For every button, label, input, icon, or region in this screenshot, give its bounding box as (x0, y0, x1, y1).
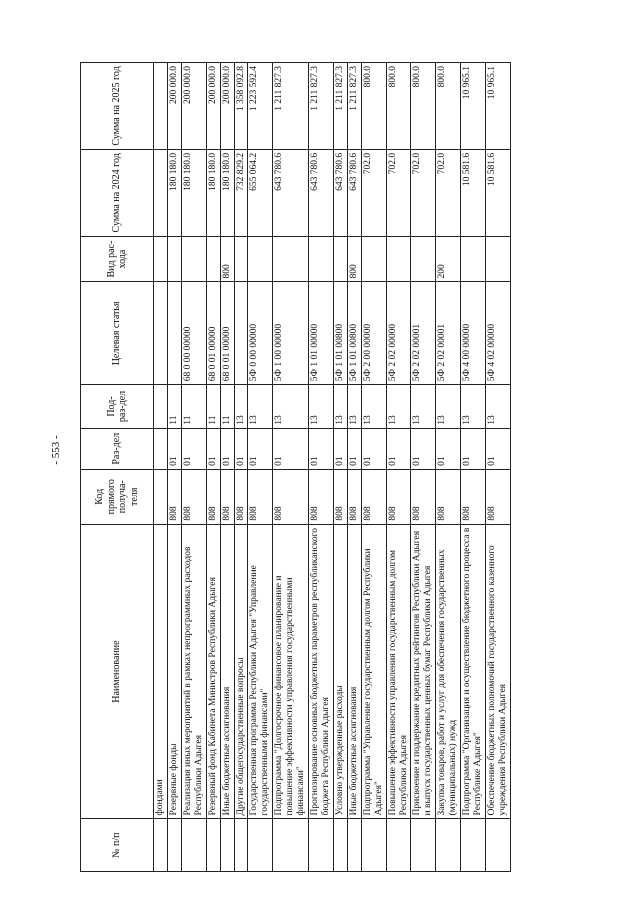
table-cell: Другие общегосударственные вопросы (234, 524, 248, 819)
table-cell (411, 236, 436, 282)
table-cell: 180 180.0 (167, 149, 181, 236)
table-cell: Повышение эффективности управления государственным долгом Республики Адыгея (386, 524, 411, 819)
table-cell: Иные бюджетные ассигнования (347, 524, 361, 819)
table-cell: 11 (206, 385, 220, 428)
table-row (220, 63, 234, 872)
table-cell: 808 (234, 469, 248, 524)
table-cell: 01 (273, 428, 309, 469)
table-row (461, 63, 486, 872)
table-cell: 13 (248, 385, 273, 428)
table-cell: Закупка товаров, работ и услуг для обеспечения государственных (муниципальных) нужд (436, 524, 461, 819)
table-header-row (81, 63, 154, 872)
table-cell: Подпрограмма "Долгосрочное финансовое планирование и повышение эффективности управления государственными финансами" (273, 524, 309, 819)
table-cell (206, 236, 220, 282)
table-cell: 643 780.6 (347, 149, 361, 236)
table-cell: Присвоение и поддержание кредитных рейтингов Республики Адыгея и выпуск государственных ценных бумаг Республики Адыгея (411, 524, 436, 819)
table-cell: 800.0 (436, 63, 461, 150)
table-cell: 5Ф 0 00 00000 (248, 282, 273, 385)
table-row (309, 63, 334, 872)
table-cell: 13 (361, 385, 386, 428)
table-cell: 01 (361, 428, 386, 469)
table-cell (234, 236, 248, 282)
table-cell: 5Ф 2 02 00001 (436, 282, 461, 385)
column-header: Сумма на 2025 год (81, 63, 154, 150)
table-cell: 200 000.0 (167, 63, 181, 150)
table-cell: 01 (248, 428, 273, 469)
table-cell (234, 282, 248, 385)
table-row (361, 63, 386, 872)
table-cell: Прогнозирование основных бюджетных параметров республиканского бюджета Республики Адыгея (309, 524, 334, 819)
table-cell (361, 236, 386, 282)
table-cell: 13 (273, 385, 309, 428)
table-cell (154, 236, 168, 282)
table-cell: 01 (309, 428, 334, 469)
table-cell: 702.0 (436, 149, 461, 236)
table-cell: 68 0 01 00000 (220, 282, 234, 385)
table-cell (154, 819, 168, 872)
table-cell (248, 236, 273, 282)
table-cell: 808 (220, 469, 234, 524)
table-cell: 01 (386, 428, 411, 469)
table-cell: Подпрограмма "Организация и осуществление бюджетного процесса в Республике Адыгея" (461, 524, 486, 819)
table-cell: фондами (154, 524, 168, 819)
table-cell: 732 829.2 (234, 149, 248, 236)
table-cell: 13 (436, 385, 461, 428)
table-cell: 800.0 (361, 63, 386, 150)
table-cell: 643 780.6 (333, 149, 347, 236)
table-cell: 13 (386, 385, 411, 428)
table-cell: 800.0 (386, 63, 411, 150)
column-header: Целевая статья (81, 282, 154, 385)
table-cell: 5Ф 1 00 00000 (273, 282, 309, 385)
table-row (181, 63, 206, 872)
table-cell (167, 819, 181, 872)
table-cell: 01 (436, 428, 461, 469)
table-cell: 01 (220, 428, 234, 469)
table-cell: 01 (206, 428, 220, 469)
table-cell: 655 064.2 (248, 149, 273, 236)
table-row (273, 63, 309, 872)
table-cell: 808 (248, 469, 273, 524)
table-cell: 01 (234, 428, 248, 469)
table-cell (181, 236, 206, 282)
table-cell: 1 211 827.3 (309, 63, 334, 150)
table-cell: 808 (411, 469, 436, 524)
table-cell (361, 819, 386, 872)
table-cell: Резервные фонды (167, 524, 181, 819)
table-cell: Резервный фонд Кабинета Министров Республики Адыгея (206, 524, 220, 819)
table-row (386, 63, 411, 872)
table-cell: 5Ф 2 02 00000 (386, 282, 411, 385)
table-cell (234, 819, 248, 872)
table-row (333, 63, 347, 872)
table-cell: 13 (333, 385, 347, 428)
column-header: Раз-дел (81, 428, 154, 469)
table-cell: 13 (347, 385, 361, 428)
column-header: Наименование (81, 524, 154, 819)
table-row (154, 63, 168, 872)
table-cell: 01 (347, 428, 361, 469)
table-body (154, 63, 511, 872)
table-cell: 643 780.6 (273, 149, 309, 236)
table-row (206, 63, 220, 872)
table-cell: 10 581.6 (485, 149, 510, 236)
table-cell (411, 819, 436, 872)
table-cell: 643 780.6 (309, 149, 334, 236)
table-cell (485, 819, 510, 872)
table-cell: 11 (220, 385, 234, 428)
table-cell: 10 965.1 (485, 63, 510, 150)
table-cell: 180 180.0 (206, 149, 220, 236)
table-cell: 5Ф 4 02 00000 (485, 282, 510, 385)
table-cell: 13 (234, 385, 248, 428)
table-cell: 808 (309, 469, 334, 524)
table-cell: 13 (485, 385, 510, 428)
table-cell: 5Ф 4 00 00000 (461, 282, 486, 385)
column-header: Код прямого получа-теля (81, 469, 154, 524)
table-row (234, 63, 248, 872)
table-cell (347, 819, 361, 872)
table-cell (248, 819, 273, 872)
table-cell: 808 (333, 469, 347, 524)
table-row (485, 63, 510, 872)
table-cell: 702.0 (361, 149, 386, 236)
table-cell: 800.0 (411, 63, 436, 150)
table-cell: Государственная программа Республики Адыгея "Управление государственными финансами" (248, 524, 273, 819)
table-row (411, 63, 436, 872)
table-cell (154, 63, 168, 150)
table-cell (386, 819, 411, 872)
table-cell (154, 282, 168, 385)
table-cell: Условно утвержденные расходы (333, 524, 347, 819)
table-cell: 1 211 827.3 (333, 63, 347, 150)
table-cell: 808 (273, 469, 309, 524)
table-cell (167, 282, 181, 385)
table-cell (273, 236, 309, 282)
table-cell: 5Ф 1 01 00800 (347, 282, 361, 385)
table-cell (461, 236, 486, 282)
table-cell: 180 180.0 (181, 149, 206, 236)
table-cell: 5Ф 1 01 00000 (309, 282, 334, 385)
table-cell: 13 (461, 385, 486, 428)
table-cell: 01 (461, 428, 486, 469)
column-header: Под-раз-дел (81, 385, 154, 428)
table-cell: 01 (411, 428, 436, 469)
table-cell: 180 180.0 (220, 149, 234, 236)
table-cell: 68 0 01 00000 (206, 282, 220, 385)
table-cell: 01 (181, 428, 206, 469)
table-cell: 200 (436, 236, 461, 282)
table-cell: 808 (167, 469, 181, 524)
table-row (248, 63, 273, 872)
table-cell: 68 0 00 00000 (181, 282, 206, 385)
table-cell: 01 (333, 428, 347, 469)
table-cell: 10 581.6 (461, 149, 486, 236)
table-cell: 11 (167, 385, 181, 428)
table-cell: 800 (220, 236, 234, 282)
table-cell: 808 (436, 469, 461, 524)
table-cell: 1 223 592.4 (248, 63, 273, 150)
table-cell (309, 236, 334, 282)
table-cell: 808 (347, 469, 361, 524)
table-row (436, 63, 461, 872)
table-cell (461, 819, 486, 872)
table-row (167, 63, 181, 872)
table-cell: 200 000.0 (181, 63, 206, 150)
table-cell: 702.0 (386, 149, 411, 236)
table-cell (154, 428, 168, 469)
column-header: Вид рас-хода (81, 236, 154, 282)
table-cell (273, 819, 309, 872)
table-cell: Подпрограмма "Управление государственным долгом Республики Адыгея" (361, 524, 386, 819)
table-cell: 13 (309, 385, 334, 428)
table-cell (206, 819, 220, 872)
table-cell (309, 819, 334, 872)
table-cell: 1 358 092.8 (234, 63, 248, 150)
table-cell: 1 211 827.3 (347, 63, 361, 150)
table-cell: 200 000.0 (220, 63, 234, 150)
table-cell: 702.0 (411, 149, 436, 236)
table-cell: 13 (411, 385, 436, 428)
table-cell: 808 (361, 469, 386, 524)
table-cell (220, 819, 234, 872)
table-cell (386, 236, 411, 282)
table-cell (333, 819, 347, 872)
table-cell (167, 236, 181, 282)
table-row (347, 63, 361, 872)
table-cell: 5Ф 2 00 00000 (361, 282, 386, 385)
table-cell: 808 (206, 469, 220, 524)
table-cell: 11 (181, 385, 206, 428)
column-header: № п/п (81, 819, 154, 872)
table-cell: 01 (485, 428, 510, 469)
table-cell: Иные бюджетные ассигнования (220, 524, 234, 819)
table-cell: 200 000.0 (206, 63, 220, 150)
table-cell (154, 385, 168, 428)
budget-table-container (80, 62, 560, 872)
table-cell (333, 236, 347, 282)
table-cell: 808 (181, 469, 206, 524)
budget-table (80, 62, 511, 872)
table-cell (181, 819, 206, 872)
table-cell: 10 965.1 (461, 63, 486, 150)
table-cell (485, 236, 510, 282)
table-cell: 01 (167, 428, 181, 469)
table-cell: 800 (347, 236, 361, 282)
table-cell (436, 819, 461, 872)
column-header: Сумма на 2024 год (81, 149, 154, 236)
table-cell: 808 (461, 469, 486, 524)
table-cell: 808 (485, 469, 510, 524)
table-cell: 5Ф 2 02 00001 (411, 282, 436, 385)
page-number: - 553 - (50, 435, 62, 465)
table-cell: Обеспечение бюджетных полномочий государственного казенного учреждения Республики Адыгея (485, 524, 510, 819)
table-cell (154, 149, 168, 236)
table-cell: Реализация иных мероприятий в рамках непрограммных расходов Республики Адыгея (181, 524, 206, 819)
table-cell: 1 211 827.3 (273, 63, 309, 150)
table-cell: 5Ф 1 01 00800 (333, 282, 347, 385)
table-cell: 808 (386, 469, 411, 524)
table-cell (154, 469, 168, 524)
